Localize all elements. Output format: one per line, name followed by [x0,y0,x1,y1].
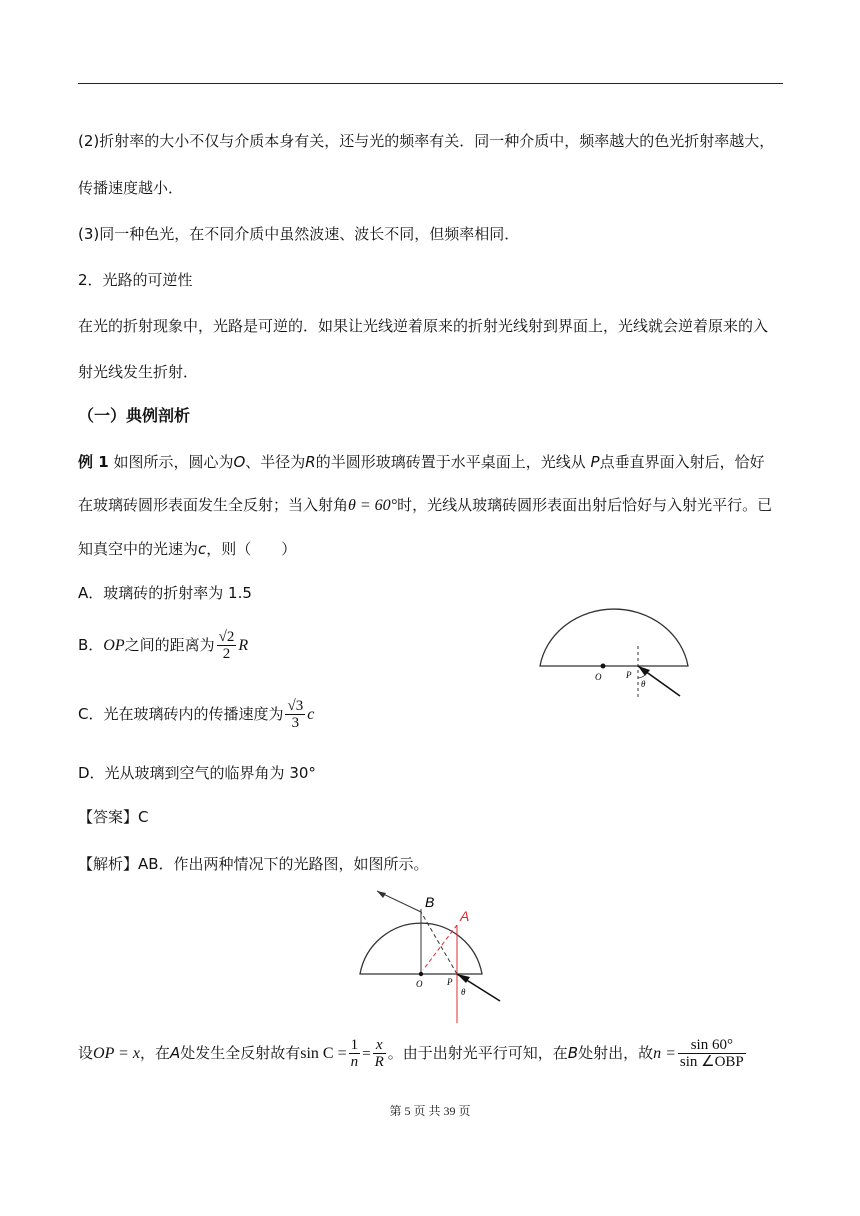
text: ，则（ ） [206,540,297,558]
denominator: 2 [222,646,231,662]
label-O: O [595,672,602,682]
symbol-B: B [567,1044,579,1062]
symbol-OP: OP [103,637,125,654]
figure-2-light-paths [355,885,515,1025]
denominator: sin ∠OBP [679,1054,744,1070]
label-theta: θ [641,679,646,689]
option-A: A．玻璃砖的折射率为 1.5 [78,584,252,602]
theta-expression: θ = 60° [348,497,398,514]
fraction-sin60-over-sinOBP [678,1037,746,1070]
label-B: B [425,894,435,910]
section-heading: （一）典例剖析 [78,406,191,425]
symbol-P: P [590,453,600,471]
equation-OP: OP = x [93,1045,140,1062]
text: 的半圆形玻璃砖置于水平桌面上，光线从 [315,453,586,471]
fraction-sqrt3-over-3 [285,698,305,731]
ray-arrow-icon [638,666,650,676]
label-O: O [416,979,423,989]
symbol-c: c [198,540,207,558]
denominator: n [350,1054,359,1070]
fraction-sqrt2-over-2 [217,629,237,662]
option-D: D．光从玻璃到空气的临界角为 30° [78,764,316,782]
numerator: 1 [350,1037,359,1053]
example-line3 [78,539,296,559]
equals: = [362,1046,371,1062]
text: 处射出，故 [578,1044,654,1062]
text: 在玻璃砖圆形表面发生全反射；当入射角 [78,496,349,514]
numerator: sin 60° [678,1037,746,1054]
numerator: x [373,1037,386,1054]
label-P: P [626,670,632,680]
text: 如图所示，圆心为 [113,453,234,471]
example-line2 [78,495,772,516]
analysis: 【解析】AB．作出两种情况下的光路图，如图所示。 [78,855,429,873]
label-theta: θ [461,987,466,997]
fraction-1-over-n [349,1037,361,1070]
numerator: √3 [287,698,304,714]
sinC: sin C = [300,1045,347,1062]
page-footer: 第 5 页 共 39 页 [389,1104,471,1118]
semicircle-shape [540,609,688,666]
symbol-c: c [307,706,315,723]
label-P: P [447,977,453,987]
center-point [601,664,606,669]
paragraph-2-line2: 传播速度越小． [78,179,184,197]
section-2-line2: 射光线发生折射． [78,363,199,381]
center-point [419,972,423,976]
section-2-title: 2．光路的可逆性 [78,271,193,289]
symbol-A: A [169,1044,181,1062]
text: B． [78,636,104,654]
text: 点垂直界面入射后，恰好 [599,453,765,471]
paragraph-2-line1: (2)折射率的大小不仅与介质本身有关，还与光的频率有关．同一种介质中，频率越大的色光折射率越大， [78,132,775,150]
text: ，在 [139,1044,170,1062]
text: 处发生全反射故有 [180,1044,301,1062]
answer: 【答案】C [78,808,149,826]
denominator: R [374,1054,384,1070]
example-label: 例 1 [78,453,109,471]
symbol-R: R [305,453,316,471]
example-line1 [78,452,765,472]
n-equals: n = [653,1045,676,1062]
red-dashed-ray [423,925,457,970]
text: 时，光线从玻璃砖圆形表面出射后恰好与入射光平行。已 [397,496,773,514]
denominator: 3 [291,715,300,731]
text: C．光在玻璃砖内的传播速度为 [78,705,284,723]
paragraph-3: (3)同一种色光，在不同介质中虽然波速、波长不同，但频率相同． [78,225,520,243]
text: 知真空中的光速为 [78,540,199,558]
exit-arrow-icon [377,891,386,898]
symbol-O: O [233,453,246,471]
derivation-line [78,1033,748,1074]
text: 。由于出射光平行可知，在 [387,1044,568,1062]
fraction-x-over-R [373,1037,386,1070]
text: 、半径为 [245,453,306,471]
symbol-R: R [238,637,249,654]
option-C [78,694,314,735]
header-rule [78,83,783,84]
section-2-line1: 在光的折射现象中，光路是可逆的．如果让光线逆着原来的折射光线射到界面上，光线就会逆着原来的入 [78,317,769,335]
numerator: √2 [218,629,235,645]
text: 之间的距离为 [124,636,215,654]
figure-1-semicircle [530,590,700,705]
text: 设 [78,1044,94,1062]
label-A: A [460,908,470,924]
option-B [78,625,248,666]
